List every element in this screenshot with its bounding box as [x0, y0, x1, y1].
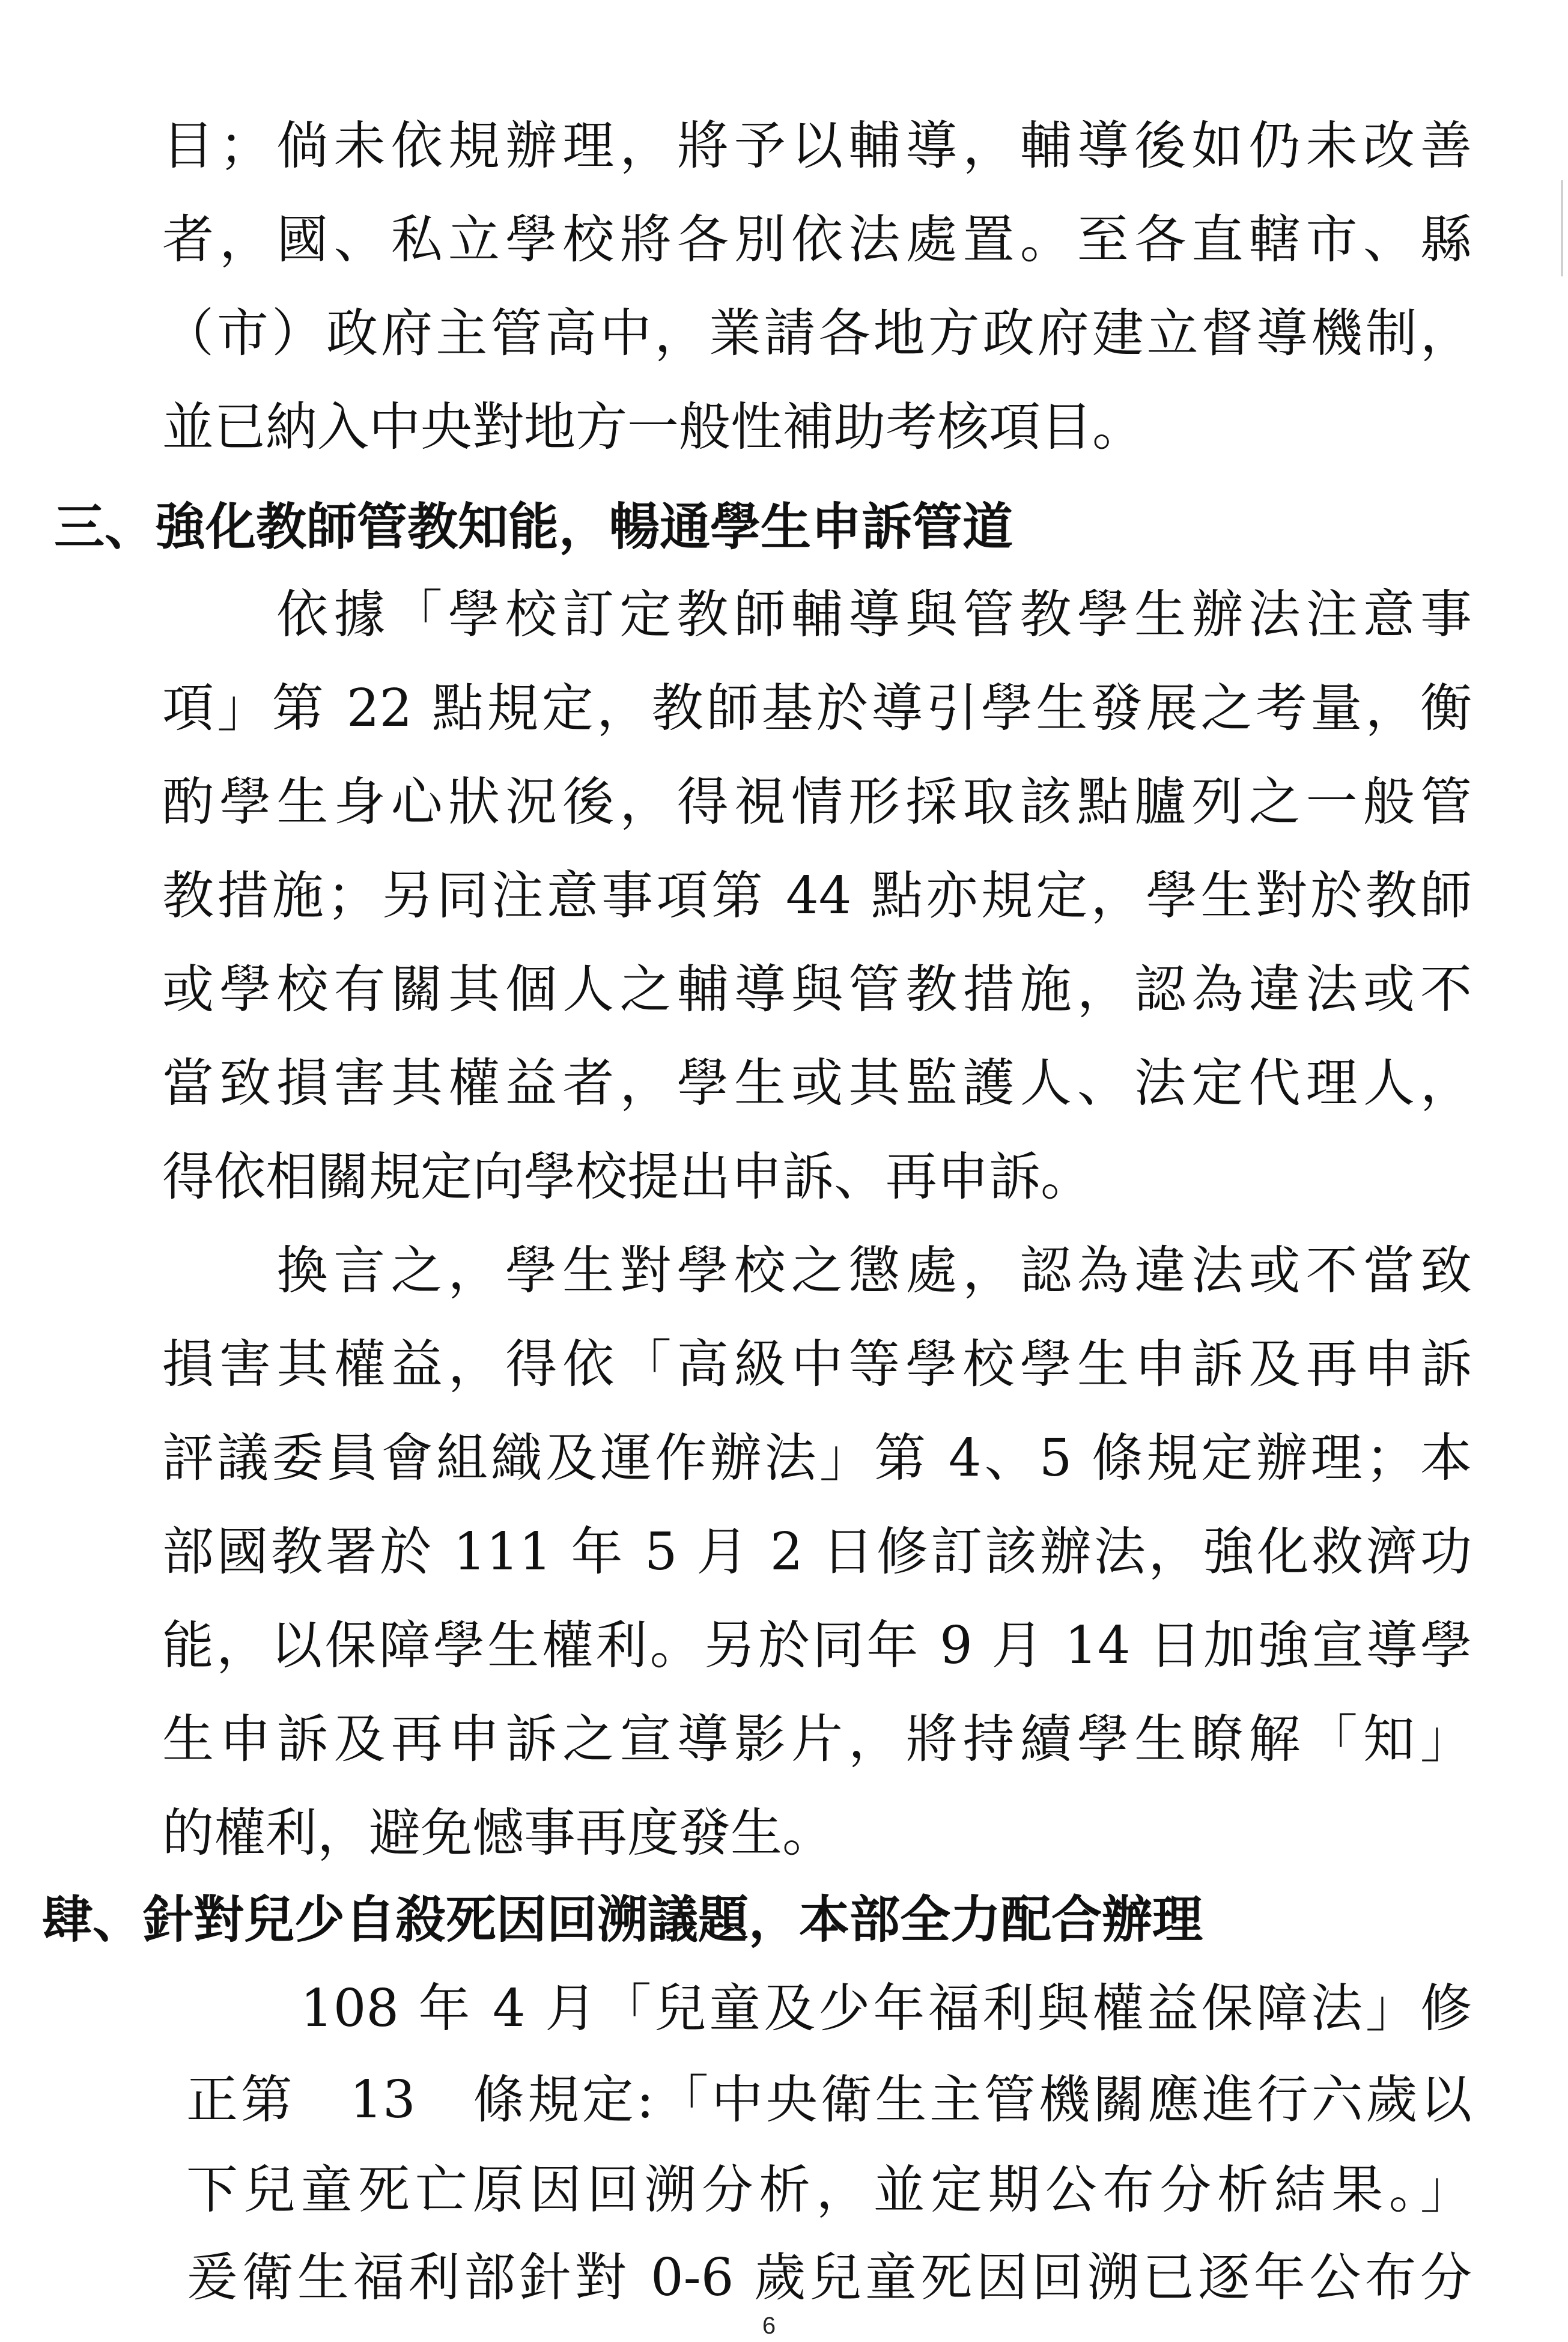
text-line: 下兒童死亡原因回溯分析，並定期公布分析結果。」	[186, 2160, 1472, 2220]
text-line: 評議委員會組織及運作辦法」第 4、5 條規定辦理；本	[162, 1428, 1472, 1488]
text-line: 當致損害其權益者，學生或其監護人、法定代理人，	[162, 1053, 1472, 1113]
text-line: 換言之，學生對學校之懲處，認為違法或不當致	[276, 1241, 1472, 1301]
text-line: 損害其權益，得依「高級中等學校學生申訴及再申訴	[162, 1334, 1472, 1395]
text-line: 依據「學校訂定教師輔導與管教學生辦法注意事	[276, 585, 1472, 645]
text-line: 正第 13 條規定:「中央衛生主管機關應進行六歲以	[186, 2070, 1472, 2130]
text-line: 爰衛生福利部針對 0-6 歲兒童死因回溯已逐年公布分	[186, 2248, 1472, 2308]
text-line: 酌學生身心狀況後，得視情形採取該點臚列之一般管	[162, 772, 1472, 832]
page-number: 6	[762, 2313, 776, 2339]
text-line: 生申訴及再申訴之宣導影片，將持續學生瞭解「知」	[162, 1709, 1472, 1769]
text-line: 者，國、私立學校將各別依法處置。至各直轄市、縣	[162, 210, 1472, 270]
text-line: 教措施；另同注意事項第 44 點亦規定，學生對於教師	[162, 866, 1472, 926]
text-line: 108 年 4 月「兒童及少年福利與權益保障法」修	[300, 1979, 1472, 2039]
text-line: （市）政府主管高中，業請各地方政府建立督導機制，	[162, 303, 1472, 363]
text-line: 目；倘未依規辦理，將予以輔導，輔導後如仍未改善	[162, 116, 1472, 176]
section-heading: 三、強化教師管教知能，暢通學生申訴管道	[54, 497, 1013, 556]
text-line: 能，以保障學生權利。另於同年 9 月 14 日加強宣導學	[162, 1616, 1472, 1676]
section-heading: 肆、針對兒少自殺死因回溯議題，本部全力配合辦理	[42, 1890, 1203, 1949]
text-line: 或學校有關其個人之輔導與管教措施，認為違法或不	[162, 960, 1472, 1020]
scan-edge-mark	[1561, 180, 1563, 276]
text-line: 得依相關規定向學校提出申訴、再申訴。	[162, 1147, 1092, 1207]
text-line: 的權利，避免憾事再度發生。	[162, 1803, 834, 1863]
text-line: 並已納入中央對地方一般性補助考核項目。	[162, 397, 1144, 457]
text-line: 部國教署於 111 年 5 月 2 日修訂該辦法，強化救濟功	[162, 1522, 1472, 1582]
text-line: 項」第 22 點規定，教師基於導引學生發展之考量，衡	[162, 678, 1472, 738]
